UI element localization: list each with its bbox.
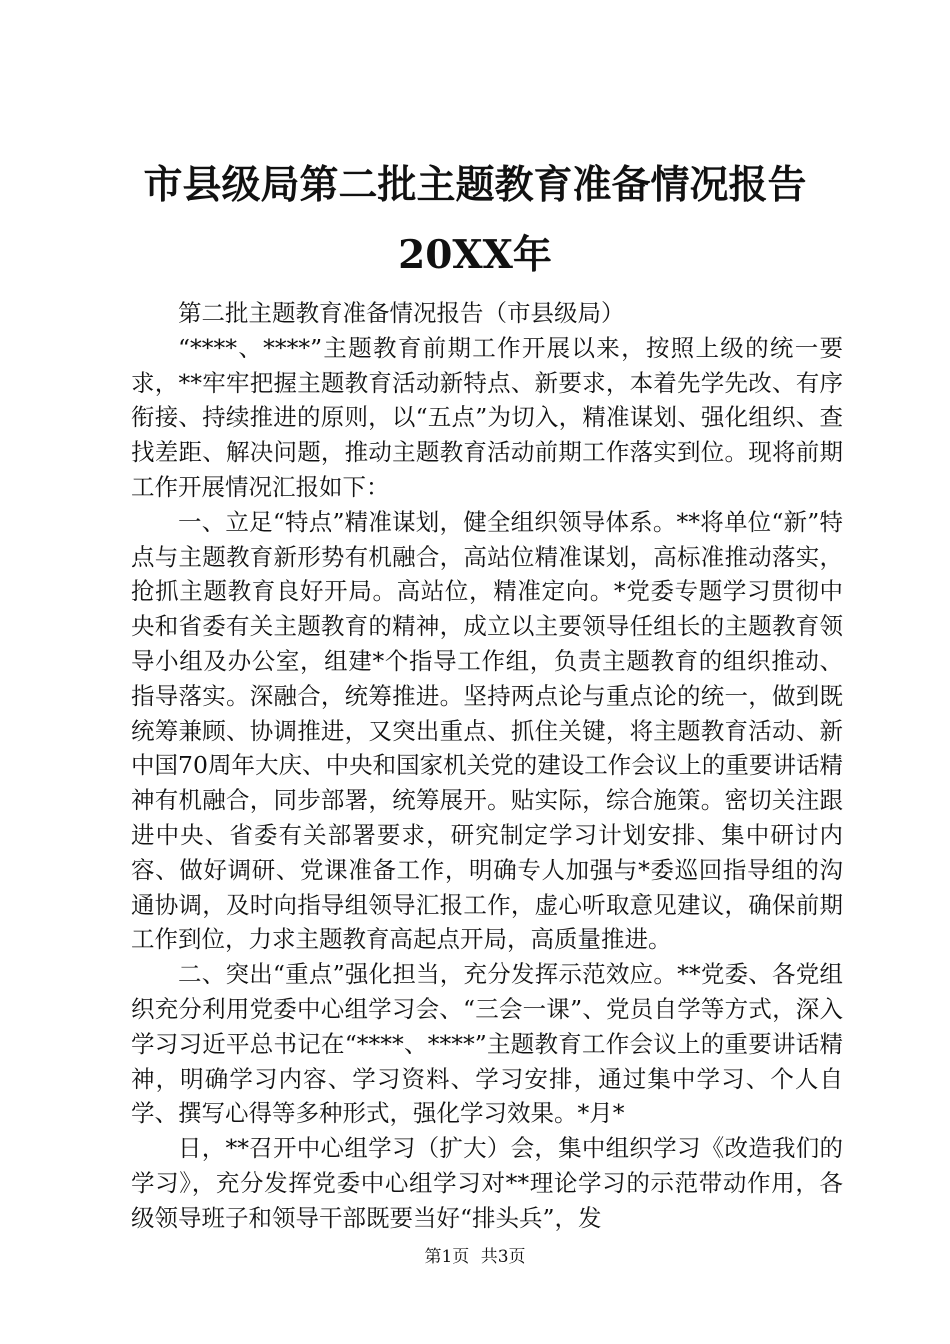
- page-number: 第1页: [424, 1247, 470, 1267]
- paragraph-continuation: 日，**召开中心组学习（扩大）会，集中组织学习《改造我们的学习》，充分发挥党委中心组学习对**理论学习的示范带动作用，各级领导班子和领导干部既要当好“排头兵”，发: [131, 1134, 843, 1232]
- page-total: 共3页: [480, 1247, 526, 1267]
- paragraph-section-one: 一、立足“特点”精准谋划，健全组织领导体系。**将单位“新”特点与主题教育新形势有机融合，高站位精准谋划，高标准推动落实，抢抓主题教育良好开局。高站位，精准定向。*党委专题学习贯彻中央和省委有关主题教育的精神，成立以主要领导任组长的主题教育领导小组及办公室，组建*个指导工作组，负责主题教育的组织推动、指导落实。深融合，统筹推进。坚持两点论与重点论的统一，做到既统筹兼顾、协调推进，又突出重点、抓住关键，将主题教育活动、新中国70周年大庆、中央和国家机关党的建设工作会议上的重要讲话精神有机融合，同步部署，统筹展开。贴实际，综合施策。密切关注跟进中央、省委有关部署要求，研究制定学习计划安排、集中研讨内容、做好调研、党课准备工作，明确专人加强与*委巡回指导组的沟通协调，及时向指导组领导汇报工作，虚心听取意见建议，确保前期工作到位，力求主题教育高起点开局，高质量推进。: [131, 507, 843, 954]
- document-title: 市县级局第二批主题教育准备情况报告20XX年: [143, 162, 807, 278]
- paragraph-intro: “****、****”主题教育前期工作开展以来，按照上级的统一要求，**牢牢把握主题教育活动新特点、新要求，本着先学先改、有序衔接、持续推进的原则，以“五点”为切入，精准谋划、强化组织、查找差距、解决问题，推动主题教育活动前期工作落实到位。现将前期工作开展情况汇报如下：: [131, 333, 843, 501]
- paragraph-subtitle: 第二批主题教育准备情况报告（市县级局）: [178, 299, 625, 327]
- paragraph-section-two: 二、突出“重点”强化担当，充分发挥示范效应。**党委、各党组织充分利用党委中心组学习会、“三会一课”、党员自学等方式，深入学习习近平总书记在“****、****”主题教育工作会议上的重要讲话精神，明确学习内容、学习资料、学习安排，通过集中学习、个人自学、撰写心得等多种形式，强化学习效果。*月*: [131, 960, 843, 1128]
- page-footer: [0, 1246, 950, 1268]
- document-body: [131, 296, 843, 1236]
